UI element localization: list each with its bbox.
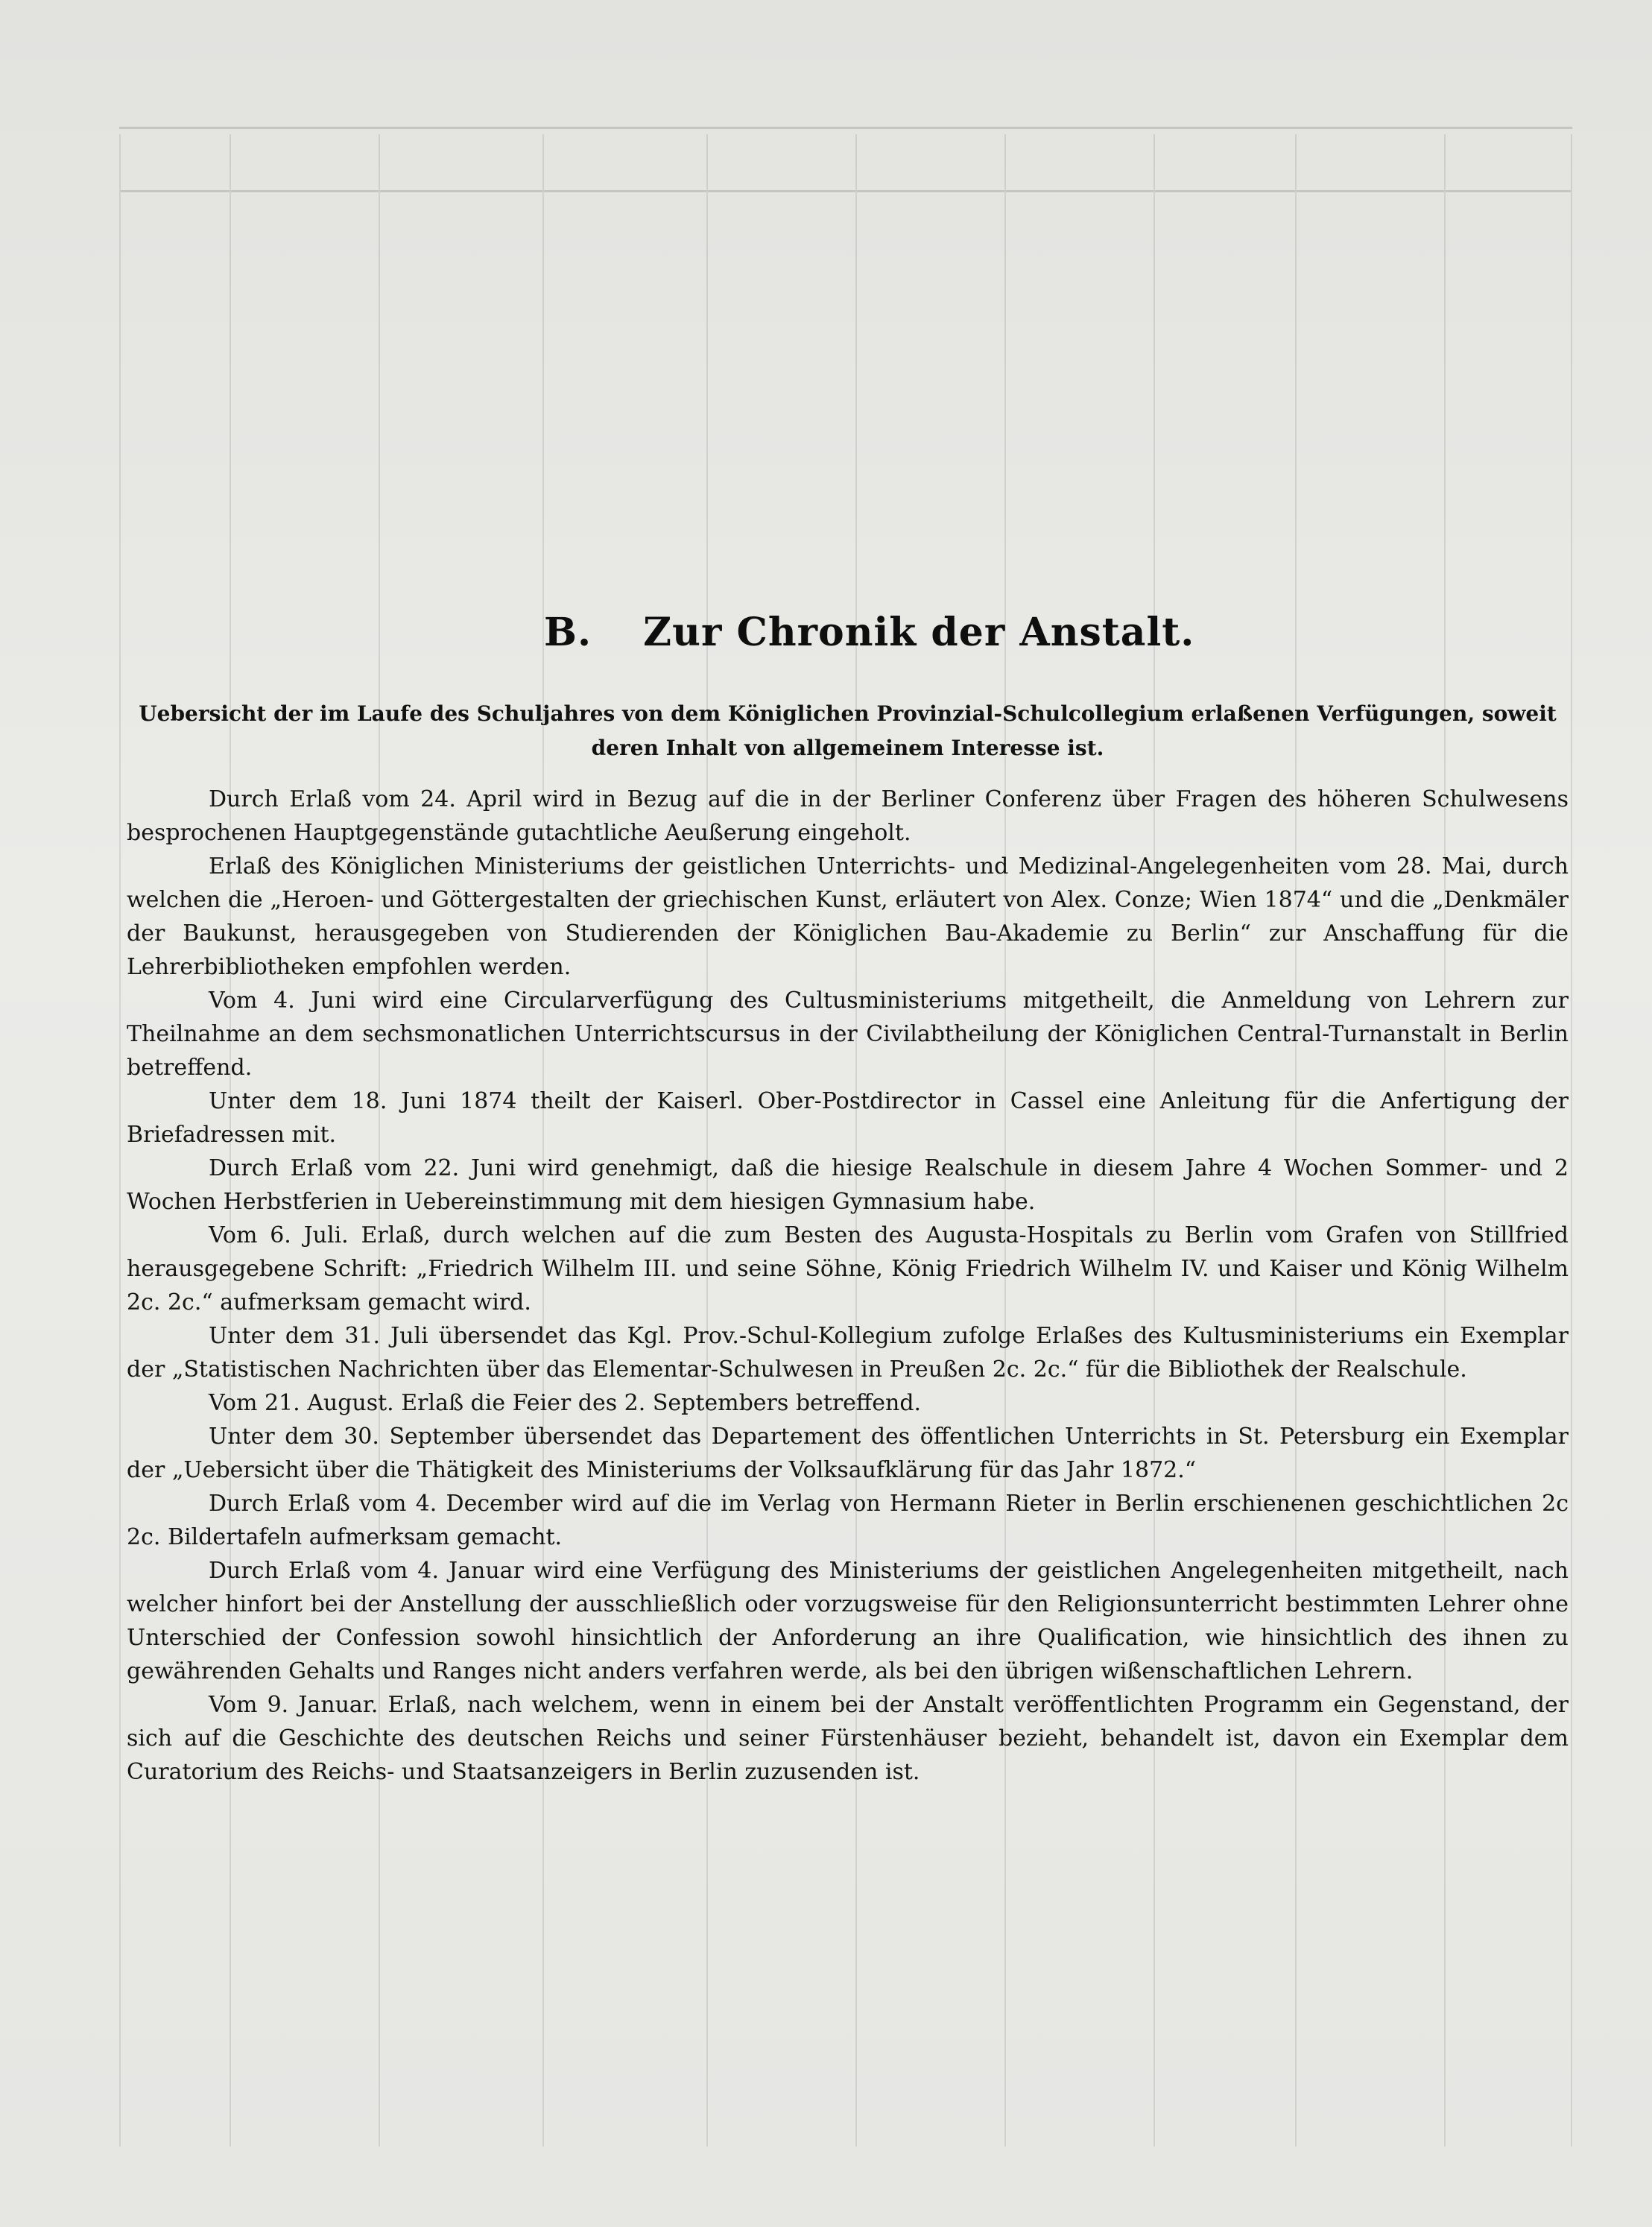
section-letter: B. (544, 610, 592, 655)
paragraph: Durch Erlaß vom 22. Juni wird genehmigt, daß die hiesige Realschule in diesem Jahre 4 Wochen Sommer- und 2 Wochen Herbstferien in Uebereinstimmung mit dem hiesigen Gymnasium habe. (127, 1155, 1569, 1215)
paragraph: Vom 21. August. Erlaß die Feier des 2. Septembers betreffend. (209, 1390, 922, 1416)
paragraph: Durch Erlaß vom 24. April wird in Bezug auf die in der Berliner Conferenz über Fragen des höheren Schulwesens besprochenen Hauptgegenstände gutachtliche Aeußerung eingeholt. (127, 786, 1569, 846)
section-heading (544, 610, 1215, 655)
paragraph: Vom 6. Juli. Erlaß, durch welchen auf die zum Besten des Augusta-Hospitals zu Berlin vom Grafen von Stillfried herausgegebene Schrift: „Friedrich Wilhelm III. und seine Söhne, König Friedrich Wilhelm IV. und Kaiser und König Wilhelm 2c. 2c.“ aufmerksam gemacht wird. (127, 1222, 1569, 1315)
paragraph: Durch Erlaß vom 4. Januar wird eine Verfügung des Ministeriums der geistlichen Angelegenheiten mitgetheilt, nach welcher hinfort bei der Anstellung der ausschließlich oder vorzugsweise für den Religionsunterricht bestimmten Lehrer ohne Unterschied der Confession sowohl hinsichtlich der Anforderung an ihre Qualification, wie hinsichtlich des ihnen zu gewährenden Gehalts und Ranges nicht anders verfahren werde, als bei den übrigen wißenschaftlichen Lehrern. (127, 1558, 1569, 1684)
paragraph: Unter dem 30. September übersendet das Departement des öffentlichen Unterrichts in St. Petersburg ein Exemplar der „Uebersicht über die Thätigkeit des Ministeriums der Volksaufklärung für das Jahr 1872.“ (127, 1424, 1569, 1483)
paragraph: Unter dem 31. Juli übersendet das Kgl. Prov.-Schul-Kollegium zufolge Erlaßes des Kultusministeriums ein Exemplar der „Statistischen Nachrichten über das Elementar-Schulwesen in Preußen 2c. 2c.“ für die Bibliothek der Realschule. (127, 1323, 1569, 1383)
paragraph: Durch Erlaß vom 4. December wird auf die im Verlag von Hermann Rieter in Berlin erschienenen geschichtlichen 2c 2c. Bildertafeln aufmerksam gemacht. (127, 1491, 1569, 1550)
paragraph: Vom 9. Januar. Erlaß, nach welchem, wenn in einem bei der Anstalt veröffentlichten Programm ein Gegenstand, der sich auf die Geschichte des deutschen Reichs und seiner Fürstenhäuser bezieht, behandelt ist, davon ein Exemplar dem Curatorium des Reichs- und Staatsanzeigers in Berlin zuzusenden ist. (127, 1692, 1569, 1785)
paragraph: Erlaß des Königlichen Ministeriums der geistlichen Unterrichts- und Medizinal-Angelegenheiten vom 28. Mai, durch welchen die „Heroen- und Göttergestalten der griechischen Kunst, erläutert von Alex. Conze; Wien 1874“ und die „Denkmäler der Baukunst, herausgegeben von Studierenden der Königlichen Bau-Akademie zu Berlin“ zur Anschaffung für die Lehrerbibliotheken empfohlen werden. (127, 853, 1569, 980)
section-title: Zur Chronik der Anstalt. (643, 610, 1195, 655)
paragraph: Unter dem 18. Juni 1874 theilt der Kaiserl. Ober-Postdirector in Cassel eine Anleitung für die Anfertigung der Briefadressen mit. (127, 1088, 1569, 1148)
section-subtitle: Uebersicht der im Laufe des Schuljahres von dem Königlichen Provinzial-Schulcollegium erlaßenen Verfügungen, soweit deren Inhalt von allgemeinem Interesse ist. (139, 701, 1557, 760)
chronicle-body (127, 783, 1569, 1789)
paragraph: Vom 4. Juni wird eine Circularverfügung des Cultusministeriums mitgetheilt, die Anmeldung von Lehrern zur Theilnahme an dem sechsmonatlichen Unterrichtscursus in der Civilabtheilung der Königlichen Central-Turnanstalt in Berlin betreffend. (127, 988, 1569, 1081)
